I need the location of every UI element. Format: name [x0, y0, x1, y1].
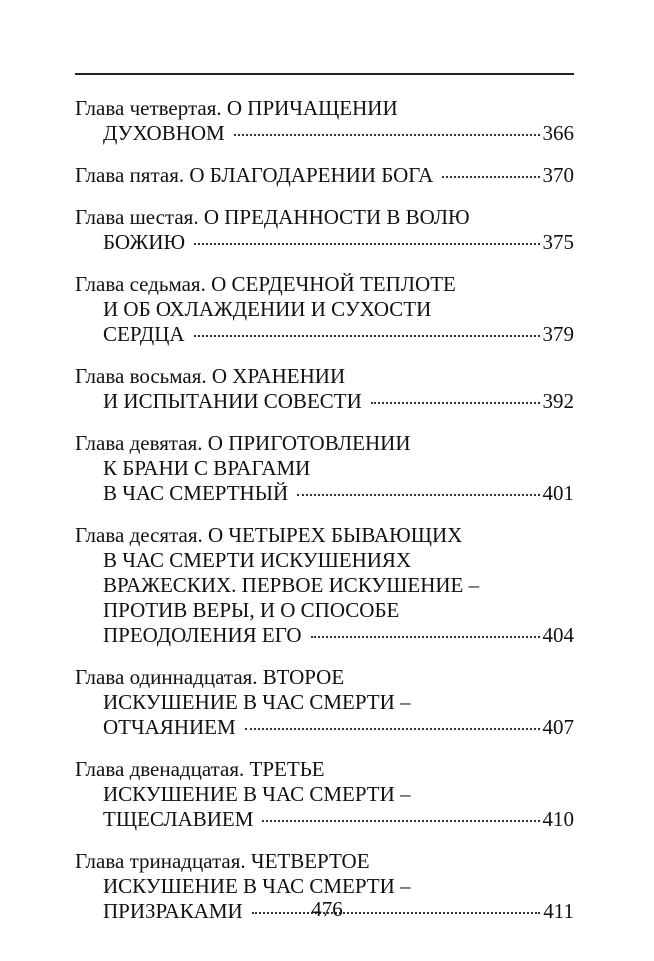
dot-leader: [371, 402, 540, 404]
toc-entry: [75, 96, 574, 146]
toc-page-number: 410: [542, 807, 574, 831]
toc-page-number: 401: [542, 481, 574, 505]
toc-entry-text: Глава восьмая. О ХРАНЕНИИ: [75, 364, 346, 388]
dot-leader: [262, 820, 539, 822]
toc-entry: [75, 431, 574, 506]
toc-page-number: 411: [543, 899, 574, 923]
toc-entry-line: [75, 431, 574, 456]
dot-leader: [194, 243, 539, 245]
toc-entry-text: ИСКУШЕНИЕ В ЧАС СМЕРТИ –: [103, 874, 411, 898]
toc-entry-line: [75, 364, 574, 389]
toc-entry-text: БОЖИЮ: [103, 230, 186, 254]
toc-entry-line: [75, 205, 574, 230]
toc-entry: [75, 205, 574, 255]
toc-entry-text: Глава одиннадцатая. ВТОРОЕ: [75, 665, 345, 689]
toc-entry-line: [75, 573, 574, 598]
toc-entry-text: Глава пятая. О БЛАГОДАРЕНИИ БОГА: [75, 163, 434, 187]
toc-entry-text: К БРАНИ С ВРАГАМИ: [103, 456, 311, 480]
toc-entry-line: [75, 456, 574, 481]
toc-entry: [75, 665, 574, 740]
toc-entry-line: [75, 163, 574, 188]
toc-entry-line: [75, 96, 574, 121]
toc-entry-line: [75, 690, 574, 715]
toc-entry-text: И ОБ ОХЛАЖДЕНИИ И СУХОСТИ: [103, 297, 432, 321]
toc-entry-text: ВРАЖЕСКИХ. ПЕРВОЕ ИСКУШЕНИЕ –: [103, 573, 480, 597]
toc-entry-text: СЕРДЦА: [103, 322, 185, 346]
toc-entry-line: [75, 665, 574, 690]
toc-entry-text: ТЩЕСЛАВИЕМ: [103, 807, 254, 831]
toc-entry-text: ПРИЗРАКАМИ: [103, 899, 243, 923]
toc-entry-line: [75, 598, 574, 623]
toc-entry-line: [75, 523, 574, 548]
toc-entry-line: [75, 849, 574, 874]
toc-entry: [75, 272, 574, 347]
toc-page-number: 407: [542, 715, 574, 739]
toc-entry-line: [75, 230, 574, 255]
toc-entry: [75, 364, 574, 414]
toc-page-number: 392: [542, 389, 574, 413]
toc-entry: [75, 523, 574, 648]
toc-entry-text: ИСКУШЕНИЕ В ЧАС СМЕРТИ –: [103, 690, 411, 714]
toc-entry-line: [75, 782, 574, 807]
toc-entry-text: Глава девятая. О ПРИГОТОВЛЕНИИ: [75, 431, 411, 455]
toc-entry-line: [75, 807, 574, 832]
toc-entry-text: ОТЧАЯНИЕМ: [103, 715, 236, 739]
toc-entry-line: [75, 481, 574, 506]
table-of-contents: [75, 96, 574, 941]
toc-page-number: 370: [542, 163, 574, 187]
toc-entry-line: [75, 623, 574, 648]
toc-entry-text: Глава шестая. О ПРЕДАННОСТИ В ВОЛЮ: [75, 205, 470, 229]
toc-entry-line: [75, 322, 574, 347]
toc-entry-text: В ЧАС СМЕРТИ ИСКУШЕНИЯХ: [103, 548, 412, 572]
toc-entry-line: [75, 757, 574, 782]
toc-entry-text: Глава десятая. О ЧЕТЫРЕХ БЫВАЮЩИХ: [75, 523, 463, 547]
toc-entry-text: Глава двенадцатая. ТРЕТЬЕ: [75, 757, 325, 781]
dot-leader: [311, 636, 540, 638]
toc-page-number: 404: [542, 623, 574, 647]
dot-leader: [442, 176, 539, 178]
dot-leader: [297, 494, 539, 496]
toc-page-number: 379: [542, 322, 574, 346]
toc-entry-text: Глава тринадцатая. ЧЕТВЕРТОЕ: [75, 849, 370, 873]
toc-entry-line: [75, 715, 574, 740]
toc-entry-line: [75, 121, 574, 146]
toc-entry-text: ПРЕОДОЛЕНИЯ ЕГО: [103, 623, 302, 647]
toc-entry-text: ПРОТИВ ВЕРЫ, И О СПОСОБЕ: [103, 598, 400, 622]
toc-entry-text: И ИСПЫТАНИИ СОВЕСТИ: [103, 389, 362, 413]
toc-entry-text: Глава четвертая. О ПРИЧАЩЕНИИ: [75, 96, 398, 120]
toc-entry: [75, 163, 574, 188]
dot-leader: [234, 134, 540, 136]
toc-page-number: 366: [542, 121, 574, 145]
toc-entry-text: ДУХОВНОМ: [103, 121, 225, 145]
toc-entry-text: ИСКУШЕНИЕ В ЧАС СМЕРТИ –: [103, 782, 411, 806]
toc-entry-text: В ЧАС СМЕРТНЫЙ: [103, 481, 289, 505]
dot-leader: [194, 335, 540, 337]
toc-entry-text: Глава седьмая. О СЕРДЕЧНОЙ ТЕПЛОТЕ: [75, 272, 456, 296]
toc-entry-line: [75, 548, 574, 573]
toc-entry: [75, 757, 574, 832]
toc-page-number: 375: [542, 230, 574, 254]
page-number: 476: [311, 897, 343, 921]
toc-entry-line: [75, 272, 574, 297]
dot-leader: [245, 728, 540, 730]
toc-entry-line: [75, 874, 574, 899]
toc-entry-line: [75, 389, 574, 414]
toc-entry-line: [75, 297, 574, 322]
top-rule: [75, 73, 574, 75]
